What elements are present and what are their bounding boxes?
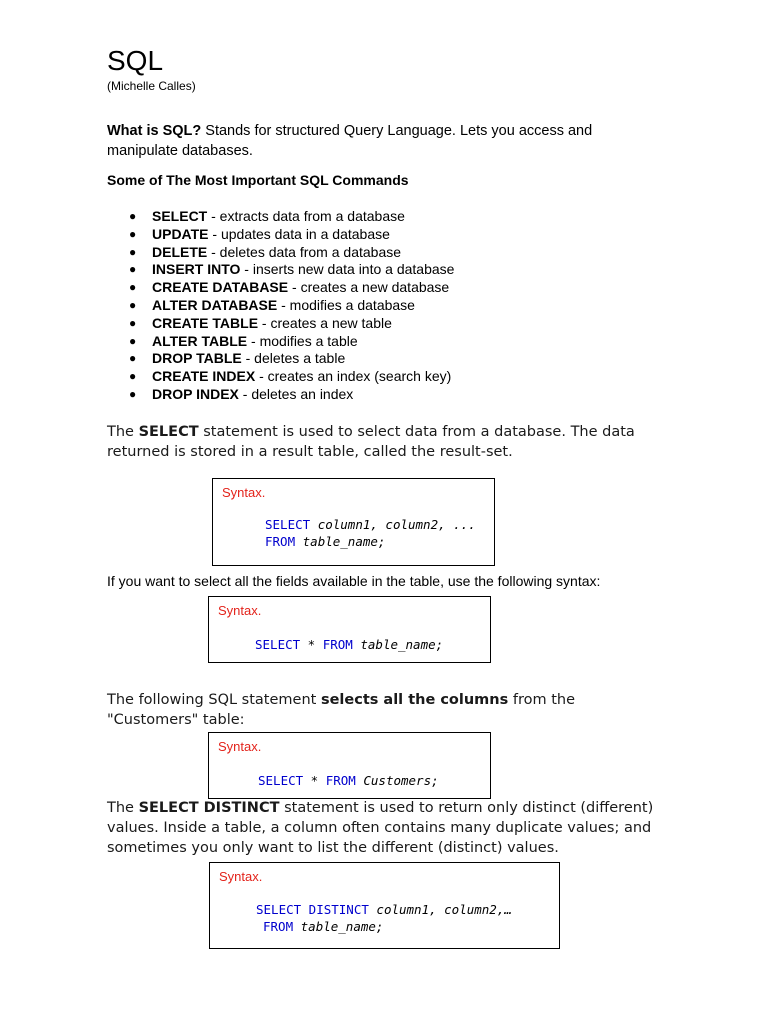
code-keyword: SELECT: [258, 773, 304, 788]
syntax-label: Syntax.: [218, 603, 262, 618]
bullet-icon: ●: [129, 244, 137, 259]
code-text: *: [303, 773, 326, 788]
syntax-label: Syntax.: [218, 739, 262, 754]
select-paragraph: [107, 422, 642, 462]
command-name: ALTER TABLE: [152, 332, 248, 349]
command-desc: - creates an index (search key): [255, 368, 452, 385]
customers-paragraph: [107, 690, 642, 730]
author-line: (Michelle Calles): [107, 79, 196, 93]
code-line-1: [258, 772, 439, 789]
command-name: DROP INDEX: [152, 385, 239, 402]
syntax-box-distinct: [209, 862, 560, 949]
commands-heading: Some of The Most Important SQL Commands: [107, 172, 409, 188]
code-text: *: [300, 637, 323, 652]
command-desc: - creates a new database: [288, 279, 450, 296]
code-keyword: SELECT: [265, 517, 311, 532]
list-item: [129, 368, 629, 386]
bullet-icon: ●: [129, 315, 137, 330]
list-item: [129, 315, 629, 333]
command-name: INSERT INTO: [152, 261, 241, 278]
fields-paragraph: If you want to select all the fields available in the table, use the following syntax:: [107, 573, 601, 589]
command-desc: - deletes an index: [238, 385, 354, 402]
command-name: UPDATE: [152, 225, 209, 242]
code-line-1: [255, 636, 443, 653]
intro-paragraph: [107, 121, 667, 161]
command-desc: - modifies a table: [247, 332, 358, 349]
list-item: [129, 350, 629, 368]
code-text: table_name;: [300, 919, 384, 934]
bullet-icon: ●: [129, 226, 137, 241]
syntax-box-select: [212, 478, 495, 566]
list-item: [129, 279, 629, 297]
code-keyword: FROM: [325, 773, 356, 788]
code-text: table_name;: [360, 637, 444, 652]
command-desc: - inserts new data into a database: [240, 261, 455, 278]
list-item: [129, 333, 629, 351]
bullet-icon: ●: [129, 386, 137, 401]
bullet-icon: ●: [129, 351, 137, 366]
code-keyword: FROM: [322, 637, 353, 652]
code-text: column1, column2,…: [376, 902, 512, 917]
bullet-icon: ●: [129, 209, 137, 223]
code-text: Customers;: [363, 773, 439, 788]
command-desc: - deletes data from a database: [207, 243, 402, 260]
command-name: CREATE INDEX: [152, 368, 256, 385]
list-item: [129, 208, 629, 226]
bullet-icon: ●: [129, 297, 137, 312]
command-name: CREATE TABLE: [152, 314, 259, 331]
para-text: statement is used to select data from a database. The data returned is stored in a result table, called the result-set.: [107, 424, 635, 460]
command-name: CREATE DATABASE: [152, 279, 289, 296]
command-desc: - modifies a database: [277, 296, 415, 313]
list-item: [129, 386, 629, 404]
code-keyword: SELECT: [255, 637, 301, 652]
command-name: ALTER DATABASE: [152, 296, 278, 313]
code-text: column1, column2, ...: [317, 517, 476, 532]
syntax-label: Syntax.: [219, 869, 263, 884]
code-line-1: [265, 516, 476, 533]
bold-phrase: selects all the columns: [320, 692, 509, 708]
list-item: [129, 297, 629, 315]
select-keyword: SELECT: [138, 424, 199, 440]
code-text: table_name;: [302, 534, 386, 549]
para-text: The: [107, 800, 139, 816]
list-item: [129, 226, 629, 244]
command-desc: - updates data in a database: [208, 225, 390, 242]
syntax-box-customers: [208, 732, 491, 799]
code-keyword: FROM: [265, 534, 296, 549]
distinct-keyword: SELECT DISTINCT: [138, 800, 280, 816]
list-item: [129, 244, 629, 262]
para-text: The following SQL statement: [107, 692, 321, 708]
syntax-label: Syntax.: [222, 485, 266, 500]
para-text: statement is used to return only distinct (different) values. Inside a table, a column often contains many duplicate values; and sometimes you only want to list the different (distinct) values.: [107, 800, 654, 856]
para-text: from the "Customers" table:: [107, 692, 576, 728]
command-desc: - extracts data from a database: [207, 208, 405, 224]
distinct-paragraph: [107, 798, 667, 858]
intro-term: What is SQL?: [107, 123, 202, 139]
code-line-1: [256, 901, 512, 918]
bullet-icon: ●: [129, 280, 137, 295]
para-text: The: [107, 424, 139, 440]
bullet-icon: ●: [129, 262, 137, 277]
command-desc: - creates a new table: [258, 314, 392, 331]
command-name: DROP TABLE: [152, 350, 242, 367]
code-line-2: [265, 533, 385, 550]
bullet-icon: ●: [129, 369, 137, 384]
code-line-2: [263, 918, 383, 935]
code-keyword: SELECT DISTINCT: [256, 902, 369, 917]
commands-list: [129, 208, 629, 404]
code-keyword: FROM: [263, 919, 294, 934]
list-item: [129, 261, 629, 279]
bullet-icon: ●: [129, 333, 137, 348]
command-name: SELECT: [152, 208, 208, 224]
intro-text: Stands for structured Query Language. Lets you access and manipulate databases.: [107, 123, 593, 159]
command-name: DELETE: [152, 243, 208, 260]
command-desc: - deletes a table: [241, 350, 346, 367]
syntax-box-select-all: [208, 596, 491, 663]
page-title: SQL: [107, 45, 164, 76]
